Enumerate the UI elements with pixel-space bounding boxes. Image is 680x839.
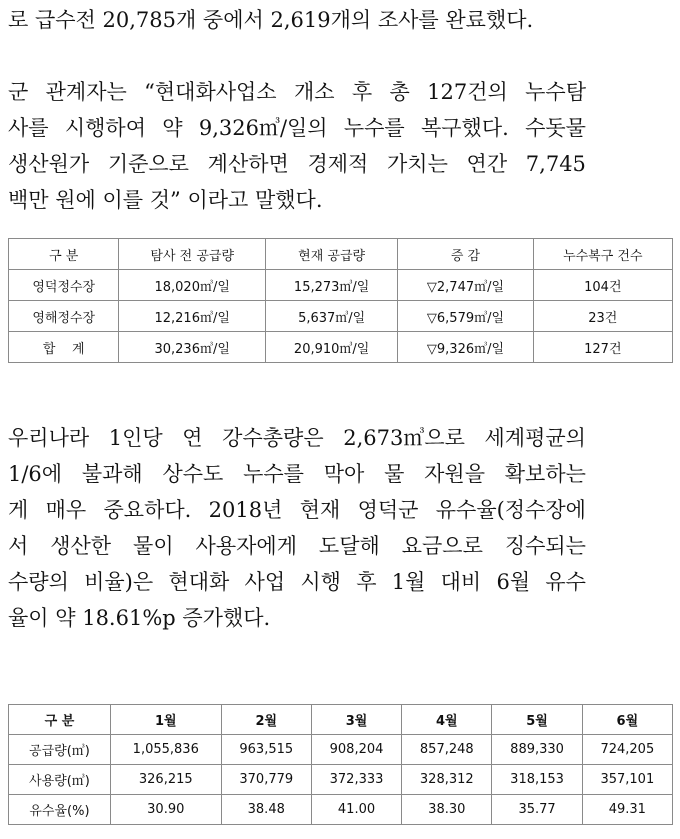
paragraph-line: 게 매우 중요하다. 2018년 현재 영덕군 유수율(정수장에 bbox=[8, 498, 586, 522]
table-cell: 영해정수장 bbox=[9, 301, 119, 332]
table-cell: 12,216㎥/일 bbox=[119, 301, 266, 332]
paragraph-1 bbox=[8, 2, 608, 38]
table-header-cell: 3월 bbox=[311, 705, 401, 735]
paragraph-line: 서 생산한 물이 사용자에게 도달해 요금으로 징수되는 bbox=[8, 534, 586, 558]
paragraph-line: 생산원가 기준으로 계산하면 경제적 가치는 연간 7,745 bbox=[8, 152, 586, 176]
table-cell: 908,204 bbox=[311, 735, 401, 765]
table-header-cell: 증 감 bbox=[398, 239, 533, 270]
leak-repair-table bbox=[8, 238, 673, 363]
table-cell: 127건 bbox=[533, 332, 672, 363]
paragraph-line: 1/6에 불과해 상수도 누수를 막아 물 자원을 확보하는 bbox=[8, 462, 586, 486]
table-cell: ▽9,326㎥/일 bbox=[398, 332, 533, 363]
table-cell: 23건 bbox=[533, 301, 672, 332]
table-header-row bbox=[9, 239, 673, 270]
table-cell: 30.90 bbox=[110, 795, 221, 825]
paragraph-line: 사를 시행하여 약 9,326㎥/일의 누수를 복구했다. 수돗물 bbox=[8, 116, 586, 140]
table-cell: 857,248 bbox=[402, 735, 492, 765]
table-cell: ▽6,579㎥/일 bbox=[398, 301, 533, 332]
table-cell: 104건 bbox=[533, 270, 672, 301]
table-cell: 370,779 bbox=[221, 765, 311, 795]
table-cell: 41.00 bbox=[311, 795, 401, 825]
table-cell: 공급량(㎥) bbox=[9, 735, 111, 765]
table-cell: 1,055,836 bbox=[110, 735, 221, 765]
table-cell: 35.77 bbox=[492, 795, 582, 825]
paragraph-line: 우리나라 1인당 연 강수총량은 2,673㎥으로 세계평균의 bbox=[8, 426, 586, 450]
paragraph-3 bbox=[8, 420, 608, 636]
table-cell: ▽2,747㎥/일 bbox=[398, 270, 533, 301]
paragraph-line: 율이 약 18.61%p 증가했다. bbox=[8, 606, 271, 630]
paragraph-line: 로 급수전 20,785개 중에서 2,619개의 조사를 완료했다. bbox=[8, 8, 534, 32]
table-cell: 326,215 bbox=[110, 765, 221, 795]
table-header-cell: 4월 bbox=[402, 705, 492, 735]
table-cell: 318,153 bbox=[492, 765, 582, 795]
table-cell: 357,101 bbox=[582, 765, 672, 795]
table-cell: 영덕정수장 bbox=[9, 270, 119, 301]
table-row bbox=[9, 301, 673, 332]
table-cell: 5,637㎥/일 bbox=[265, 301, 397, 332]
table-header-row bbox=[9, 705, 673, 735]
table-cell: 38.30 bbox=[402, 795, 492, 825]
table-cell: 사용량(㎥) bbox=[9, 765, 111, 795]
table-header-cell: 6월 bbox=[582, 705, 672, 735]
table-cell: 38.48 bbox=[221, 795, 311, 825]
paragraph-2 bbox=[8, 74, 608, 218]
table-header-cell: 5월 bbox=[492, 705, 582, 735]
table-row bbox=[9, 765, 673, 795]
table-cell: 724,205 bbox=[582, 735, 672, 765]
paragraph-line: 군 관계자는 “현대화사업소 개소 후 총 127건의 누수탐 bbox=[8, 80, 586, 104]
table-header-cell: 현재 공급량 bbox=[265, 239, 397, 270]
table-row bbox=[9, 270, 673, 301]
table-cell: 18,020㎥/일 bbox=[119, 270, 266, 301]
table-cell: 49.31 bbox=[582, 795, 672, 825]
table-cell: 963,515 bbox=[221, 735, 311, 765]
paragraph-line: 백만 원에 이를 것” 이라고 말했다. bbox=[8, 188, 323, 212]
table-row bbox=[9, 332, 673, 363]
table-header-cell: 누수복구 건수 bbox=[533, 239, 672, 270]
table-cell: 15,273㎥/일 bbox=[265, 270, 397, 301]
paragraph-line: 수량의 비율)은 현대화 사업 시행 후 1월 대비 6월 유수 bbox=[8, 570, 586, 594]
table-header-cell: 구 분 bbox=[9, 705, 111, 735]
table-cell: 328,312 bbox=[402, 765, 492, 795]
table-cell: 유수율(%) bbox=[9, 795, 111, 825]
table-header-cell: 2월 bbox=[221, 705, 311, 735]
table-cell: 20,910㎥/일 bbox=[265, 332, 397, 363]
table-cell: 889,330 bbox=[492, 735, 582, 765]
table-header-cell: 탐사 전 공급량 bbox=[119, 239, 266, 270]
table-row bbox=[9, 735, 673, 765]
revenue-water-table bbox=[8, 704, 673, 825]
table-row bbox=[9, 795, 673, 825]
table-cell: 30,236㎥/일 bbox=[119, 332, 266, 363]
table-header-cell: 구 분 bbox=[9, 239, 119, 270]
table-cell: 합 계 bbox=[9, 332, 119, 363]
table-cell: 372,333 bbox=[311, 765, 401, 795]
table-header-cell: 1월 bbox=[110, 705, 221, 735]
